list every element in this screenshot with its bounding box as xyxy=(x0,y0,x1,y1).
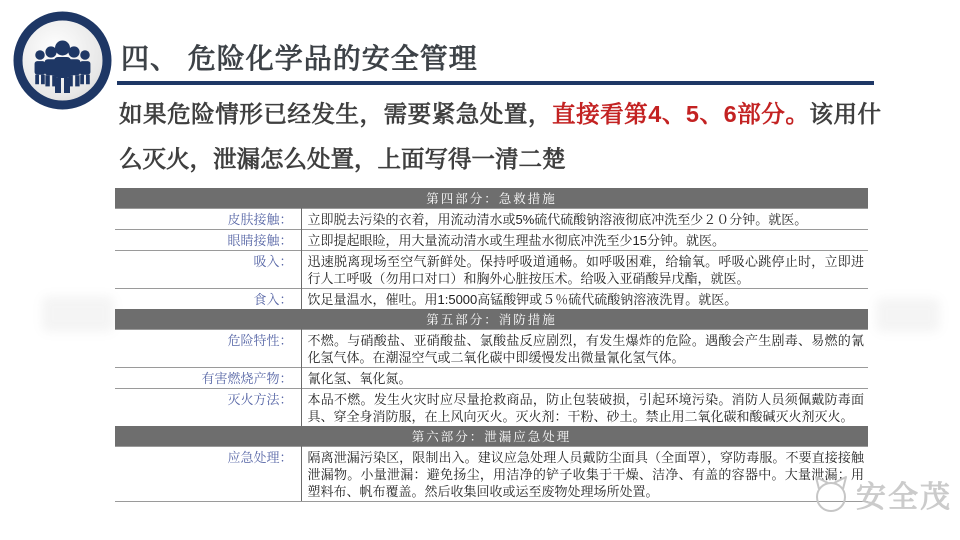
subtitle xyxy=(119,92,881,182)
row-text: 立即脱去污染的衣着，用流动清水或5%硫代硫酸钠溶液彻底冲洗至少２０分钟。就医。 xyxy=(301,209,868,230)
row-label: 吸入： xyxy=(115,251,301,289)
table-row xyxy=(115,447,868,502)
page-title: 四、 危险化学品的安全管理 xyxy=(121,43,478,74)
subtitle-post: 该用什么灭火，泄漏怎么处置，上面写得一清二楚 xyxy=(119,101,882,172)
table-row xyxy=(115,209,868,230)
table-row xyxy=(115,230,868,251)
table-row xyxy=(115,251,868,289)
row-text: 立即提起眼睑，用大量流动清水或生理盐水彻底冲洗至少15分钟。就医。 xyxy=(301,230,868,251)
row-label: 危险特性： xyxy=(115,330,301,368)
section-header-row xyxy=(115,426,868,447)
row-text: 不燃。与硝酸盐、亚硝酸盐、氯酸盐反应剧烈，有发生爆炸的危险。遇酸会产生剧毒、易燃的氰化氢气体。在潮湿空气或二氧化碳中即缓慢发出微量氰化氢气体。 xyxy=(301,330,868,368)
table-row xyxy=(115,330,868,368)
watermark xyxy=(808,472,952,516)
title-underline xyxy=(117,81,874,85)
subtitle-pre: 如果危险情形已经发生，需要紧急处置， xyxy=(119,101,553,127)
section-header: 第四部分：急救措施 xyxy=(115,188,868,209)
row-label: 有害燃烧产物： xyxy=(115,368,301,389)
row-label: 灭火方法： xyxy=(115,389,301,427)
row-text: 氰化氢、氧化氮。 xyxy=(301,368,868,389)
section-header: 第六部分：泄漏应急处理 xyxy=(115,426,868,447)
row-label: 应急处理： xyxy=(115,447,301,502)
row-text: 饮足量温水，催吐。用1:5000高锰酸钾或５％硫代硫酸钠溶液洗胃。就医。 xyxy=(301,289,868,310)
table-row xyxy=(115,368,868,389)
people-group-icon-svg xyxy=(13,11,112,110)
row-text: 本品不燃。发生火灾时应尽量抢救商品，防止包装破损，引起环境污染。消防人员须佩戴防毒面具、穿全身消防服，在上风向灭火。灭火剂：干粉、砂土。禁止用二氧化碳和酸碱灭火剂灭火。 xyxy=(301,389,868,427)
row-text: 隔离泄漏污染区，限制出入。建议应急处理人员戴防尘面具（全面罩），穿防毒服。不要直接接触泄漏物。小量泄漏：避免扬尘，用洁净的铲子收集于干燥、洁净、有盖的容器中。大量泄漏：用塑料布、帆布覆盖。然后收集回收或运至废物处理场所处置。 xyxy=(301,447,868,502)
row-label: 食入： xyxy=(115,289,301,310)
subtitle-highlight: 直接看第4、5、6部分。 xyxy=(552,101,810,127)
people-group-icon xyxy=(13,11,112,110)
watermark-text: 安全茂 xyxy=(856,481,952,514)
cat-logo-icon xyxy=(808,472,856,516)
row-text: 迅速脱离现场至空气新鲜处。保持呼吸道通畅。如呼吸困难，给输氧。呼吸心跳停止时，立即进行人工呼吸（勿用口对口）和胸外心脏按压术。给吸入亚硝酸异戊酯，就医。 xyxy=(301,251,868,289)
section-header-row xyxy=(115,188,868,209)
table-row xyxy=(115,289,868,310)
row-label: 皮肤接触： xyxy=(115,209,301,230)
faint-watermark-left xyxy=(42,296,114,332)
section-header-row xyxy=(115,309,868,330)
row-label: 眼睛接触： xyxy=(115,230,301,251)
faint-watermark-right xyxy=(876,298,940,332)
msds-table xyxy=(115,188,868,502)
table-row xyxy=(115,389,868,427)
section-header: 第五部分：消防措施 xyxy=(115,309,868,330)
